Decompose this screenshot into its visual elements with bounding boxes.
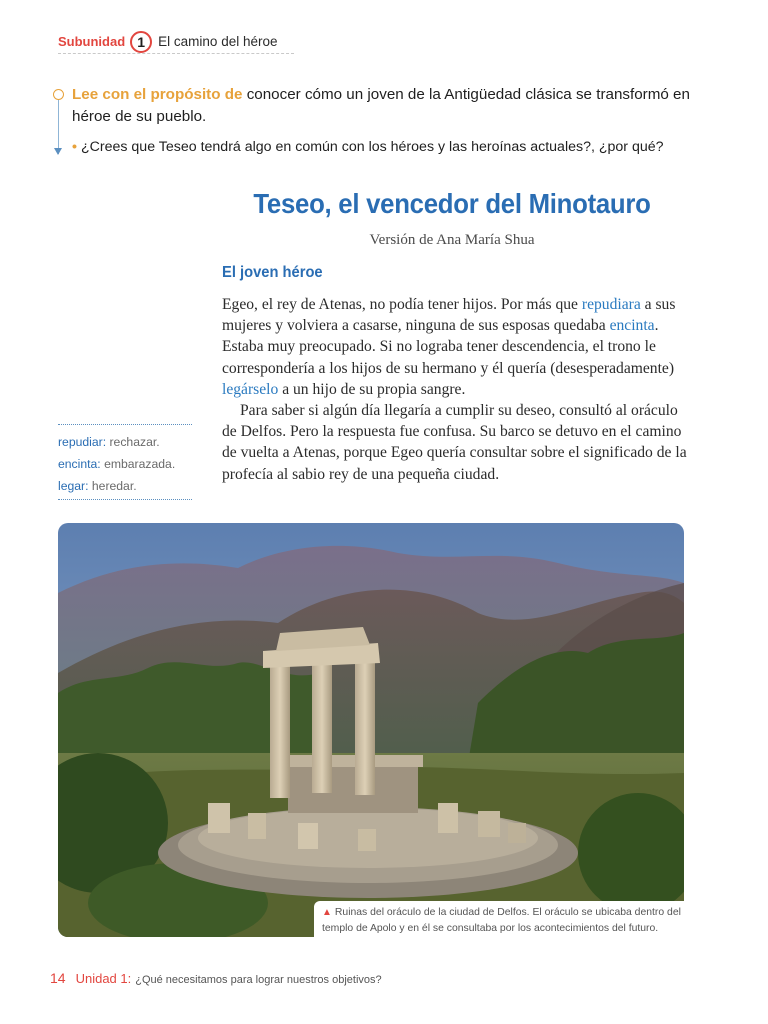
- page-footer: [50, 970, 382, 986]
- story-author: Versión de Ana María Shua: [369, 232, 535, 248]
- purpose-circle-icon: [53, 89, 64, 100]
- red-triangle-icon: ▲: [322, 907, 332, 918]
- glossary-entry: [58, 431, 192, 453]
- subunit-number-badge: 1: [130, 31, 152, 53]
- page-number: 14: [50, 970, 66, 986]
- glossary-entry: [58, 453, 192, 475]
- glossary-definition: heredar.: [88, 479, 137, 493]
- photo-caption: [322, 905, 684, 937]
- arrow-down-icon: [54, 148, 62, 155]
- photo-caption-text: Ruinas del oráculo de la ciudad de Delfos. El oráculo se ubicaba dentro del templo de Apolo y en él se consultaba por los acontecimientos del futuro.: [322, 907, 681, 934]
- unit-label: Unidad 1:: [75, 971, 132, 986]
- glossary-box: [58, 424, 192, 500]
- p1-text-c: . Estaba muy preocupado. Si no lograba tener descendencia, el trono le correspondería a los hijos de su hermano y él quería (desesperadamente): [222, 317, 675, 377]
- glossary-term: encinta:: [58, 457, 101, 471]
- reading-question: [72, 136, 702, 158]
- subunit-title: El camino del héroe: [158, 34, 278, 49]
- glossary-definition: rechazar.: [106, 435, 160, 449]
- subunit-header: [58, 30, 294, 54]
- unit-question: ¿Qué necesitamos para lograr nuestros objetivos?: [135, 974, 382, 986]
- keyword-encinta: encinta: [609, 317, 655, 335]
- reading-purpose-text: conocer cómo un joven de la Antigüedad clásica se transformó en héroe de su pueblo.: [72, 86, 690, 125]
- story-body: [222, 294, 687, 485]
- glossary-term: legar:: [58, 479, 89, 493]
- purpose-timeline-line: [58, 94, 59, 154]
- keyword-repudiara: repudiara: [581, 296, 641, 313]
- glossary-term: repudiar:: [58, 435, 107, 449]
- p1-text-a: Egeo, el rey de Atenas, no podía tener hijos. Por más que: [222, 296, 582, 313]
- keyword-legarselo: legárselo: [222, 380, 279, 398]
- paragraph-1: [222, 294, 687, 400]
- bullet-icon: •: [72, 139, 77, 155]
- story-title: Teseo, el vencedor del Minotauro: [253, 188, 651, 219]
- paragraph-2: Para saber si algún día llegaría a cumplir su deseo, consultó al oráculo de Delfos. Pero la respuesta fue confusa. Su barco se detuvo en el camino de vuelta a Atenas, porque Egeo quería consultar sobre el significado de la profecía al sabio rey de una pequeña ciudad.: [222, 402, 687, 483]
- subunit-label: Subunidad: [58, 34, 126, 49]
- p1-text-b: a sus mujeres y volviera a casarse, ninguna de sus esposas quedaba: [222, 296, 676, 335]
- p1-text-d: a un hijo de su propia sangre.: [278, 380, 466, 398]
- reading-purpose-lead: Lee con el propósito de: [72, 86, 243, 103]
- delphi-ruins-photo: [58, 523, 684, 937]
- reading-question-text: ¿Crees que Teseo tendrá algo en común con los héroes y las heroínas actuales?, ¿por qué?: [80, 139, 664, 155]
- glossary-entry: [58, 475, 192, 497]
- glossary-definition: embarazada.: [100, 457, 176, 471]
- section-heading: El joven héroe: [222, 264, 323, 281]
- reading-purpose: [72, 84, 702, 128]
